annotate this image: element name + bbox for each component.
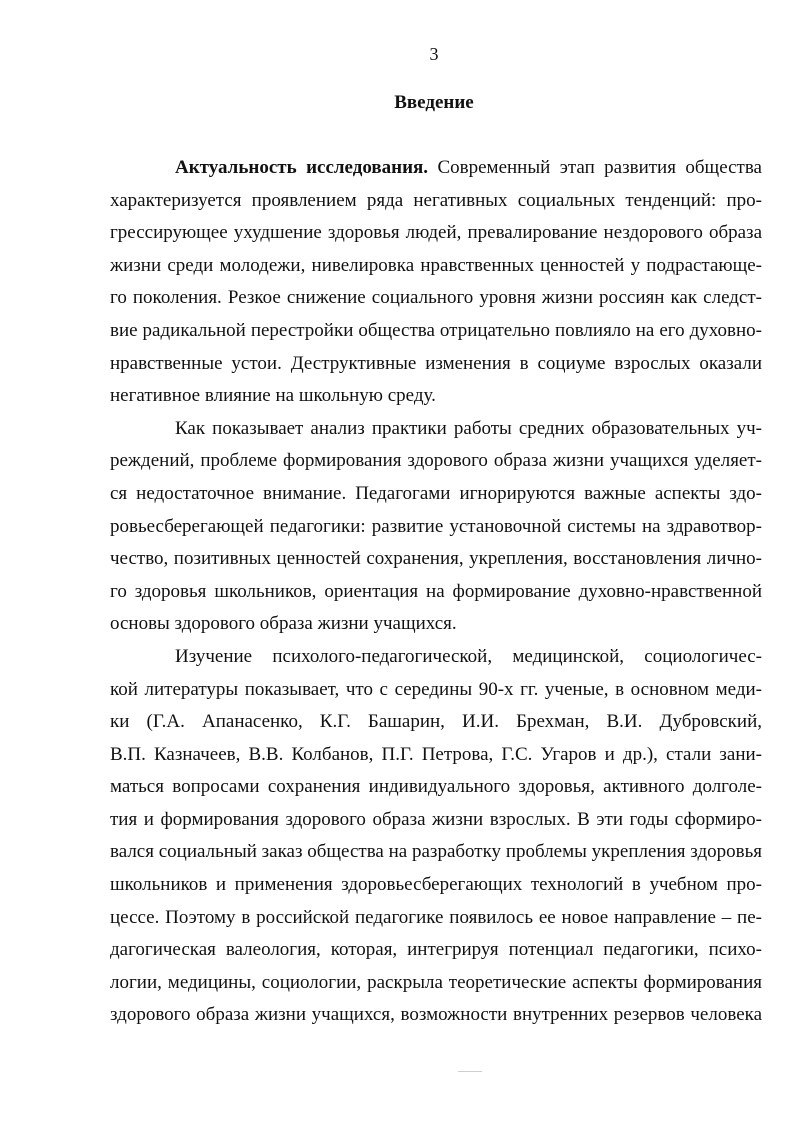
paragraph-1-line-3: грессирующее ухудшение здоровья людей, превалирование нездорового образа bbox=[110, 222, 762, 244]
scan-artifact-mark bbox=[458, 1071, 482, 1072]
paragraph-1-line-4: жизни среди молодежи, нивелировка нравственных ценностей у подрастающе- bbox=[110, 254, 762, 276]
paragraph-1-line-6: вие радикальной перестройки общества отрицательно повлияло на его духовно- bbox=[110, 319, 762, 341]
paragraph-1-line-1 bbox=[110, 152, 762, 185]
paragraph-3-line-9: цессе. Поэтому в российской педагогике появилось ее новое направление – пе- bbox=[110, 906, 762, 928]
paragraph-3-line-10: дагогическая валеология, которая, интегрируя потенциал педагогики, психо- bbox=[110, 939, 762, 961]
paragraph-2-line-2: реждений, проблеме формирования здорового образа жизни учащихся уделяет- bbox=[110, 450, 762, 472]
paragraph-3-line-12: здорового образа жизни учащихся, возможности внутренних резервов человека bbox=[110, 1004, 762, 1026]
paragraph-2-line-6: го здоровья школьников, ориентация на формирование духовно-нравственной bbox=[110, 580, 762, 602]
paragraph-1-line-5: го поколения. Резкое снижение социального уровня жизни россиян как следст- bbox=[110, 287, 762, 309]
paragraph-3-line-1: Изучение психолого-педагогической, медицинской, социологичес- bbox=[175, 645, 762, 667]
paragraph-3-line-7: вался социальный заказ общества на разработку проблемы укрепления здоровья bbox=[110, 841, 762, 863]
paragraph-3-line-11: логии, медицины, социологии, раскрыла теоретические аспекты формирования bbox=[110, 971, 762, 993]
paragraph-1-lead: Актуальность исследования. bbox=[175, 157, 429, 178]
section-heading: Введение bbox=[394, 92, 474, 113]
paragraph-2-line-4: ровьесберегающей педагогики: развитие установочной системы на здравотвор- bbox=[110, 515, 762, 537]
paragraph-1-line-7: нравственные устои. Деструктивные изменения в социуме взрослых оказали bbox=[110, 352, 762, 374]
document-body bbox=[110, 152, 762, 1032]
paragraph-1-line-1-text: Современный этап развития общества bbox=[428, 157, 762, 178]
paragraph-1-line-8: негативное влияние на школьную среду. bbox=[110, 385, 436, 407]
paragraph-2-line-7: основы здорового образа жизни учащихся. bbox=[110, 613, 457, 635]
paragraph-3-line-3: ки (Г.А. Апанасенко, К.Г. Башарин, И.И. Брехман, В.И. Дубровский, bbox=[110, 711, 762, 733]
paragraph-3-line-4: В.П. Казначеев, В.В. Колбанов, П.Г. Петрова, Г.С. Угаров и др.), стали зани- bbox=[110, 743, 762, 765]
paragraph-2-line-1: Как показывает анализ практики работы средних образовательных уч- bbox=[175, 417, 762, 439]
paragraph-3-line-5: маться вопросами сохранения индивидуального здоровья, активного долголе- bbox=[110, 776, 762, 798]
paragraph-3-line-2: кой литературы показывает, что с середины 90-х гг. ученые, в основном меди- bbox=[110, 678, 762, 700]
page-number: 3 bbox=[429, 44, 439, 64]
paragraph-2-line-3: ся недостаточное внимание. Педагогами игнорируются важные аспекты здо- bbox=[110, 482, 762, 504]
paragraph-3-line-8: школьников и применения здоровьесберегающих технологий в учебном про- bbox=[110, 874, 762, 896]
paragraph-2-line-5: чество, позитивных ценностей сохранения, укрепления, восстановления лично- bbox=[110, 548, 762, 570]
paragraph-1-line-2: характеризуется проявлением ряда негативных социальных тенденций: про- bbox=[110, 189, 762, 211]
paragraph-3-line-6: тия и формирования здорового образа жизни взрослых. В эти годы сформиро- bbox=[110, 808, 762, 830]
